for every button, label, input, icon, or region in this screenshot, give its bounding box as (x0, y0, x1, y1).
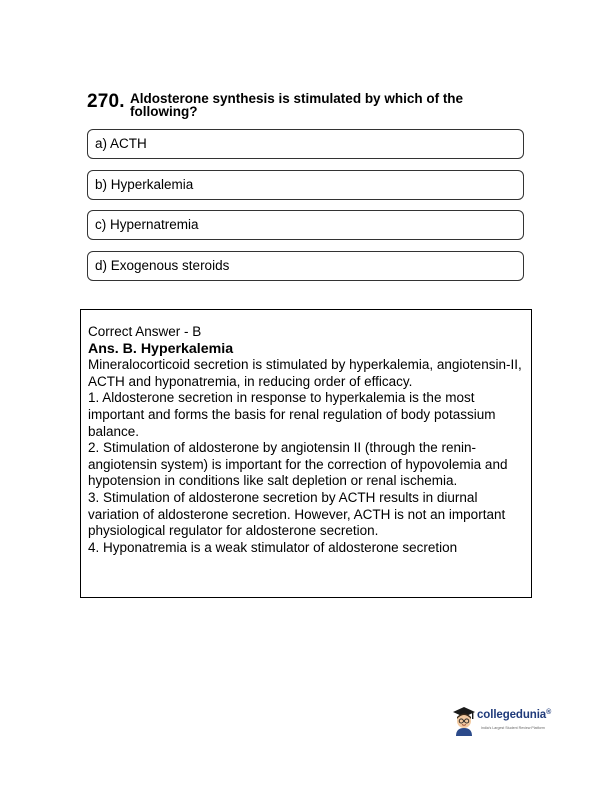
option-c[interactable]: c) Hypernatremia (87, 210, 524, 240)
answer-point-1: 1. Aldosterone secretion in response to hyperkalemia is the most important and forms the basis for renal regulation of body potassium balance. (88, 390, 496, 439)
brand-tagline: India's Largest Student Review Platform (481, 726, 545, 730)
answer-intro: Mineralocorticoid secretion is stimulated by hyperkalemia, angiotensin-II, ACTH and hyponatremia, in reducing order of efficacy. (88, 357, 522, 389)
answer-title: Ans. B. Hyperkalemia (88, 340, 234, 357)
answer-point-2: 2. Stimulation of aldosterone by angiotensin II (through the renin-angiotensin system) is important for the correction of hypovolemia and hypotension in conditions like salt depletion or renal ischemia. (88, 440, 508, 489)
question-number: 270. (87, 91, 125, 112)
brand-name: collegedunia (477, 709, 547, 721)
registered-mark: ® (546, 709, 552, 716)
question-text: Aldosterone synthesis is stimulated by which of the following? (130, 91, 464, 119)
answer-point-4: 4. Hyponatremia is a weak stimulator of aldosterone secretion (88, 539, 458, 555)
correct-answer-line: Correct Answer - B (88, 324, 202, 339)
collegedunia-logo (451, 706, 571, 740)
graduate-mascot-icon (451, 706, 477, 736)
option-a[interactable]: a) ACTH (87, 129, 524, 159)
option-b[interactable]: b) Hyperkalemia (87, 170, 524, 200)
answer-point-3: 3. Stimulation of aldosterone secretion by ACTH results in diurnal variation of aldosterone secretion. However, ACTH is not an important physiological regulator for aldosterone secretion. (88, 489, 506, 539)
answer-explanation-box (80, 309, 532, 598)
option-d[interactable]: d) Exogenous steroids (87, 251, 524, 281)
